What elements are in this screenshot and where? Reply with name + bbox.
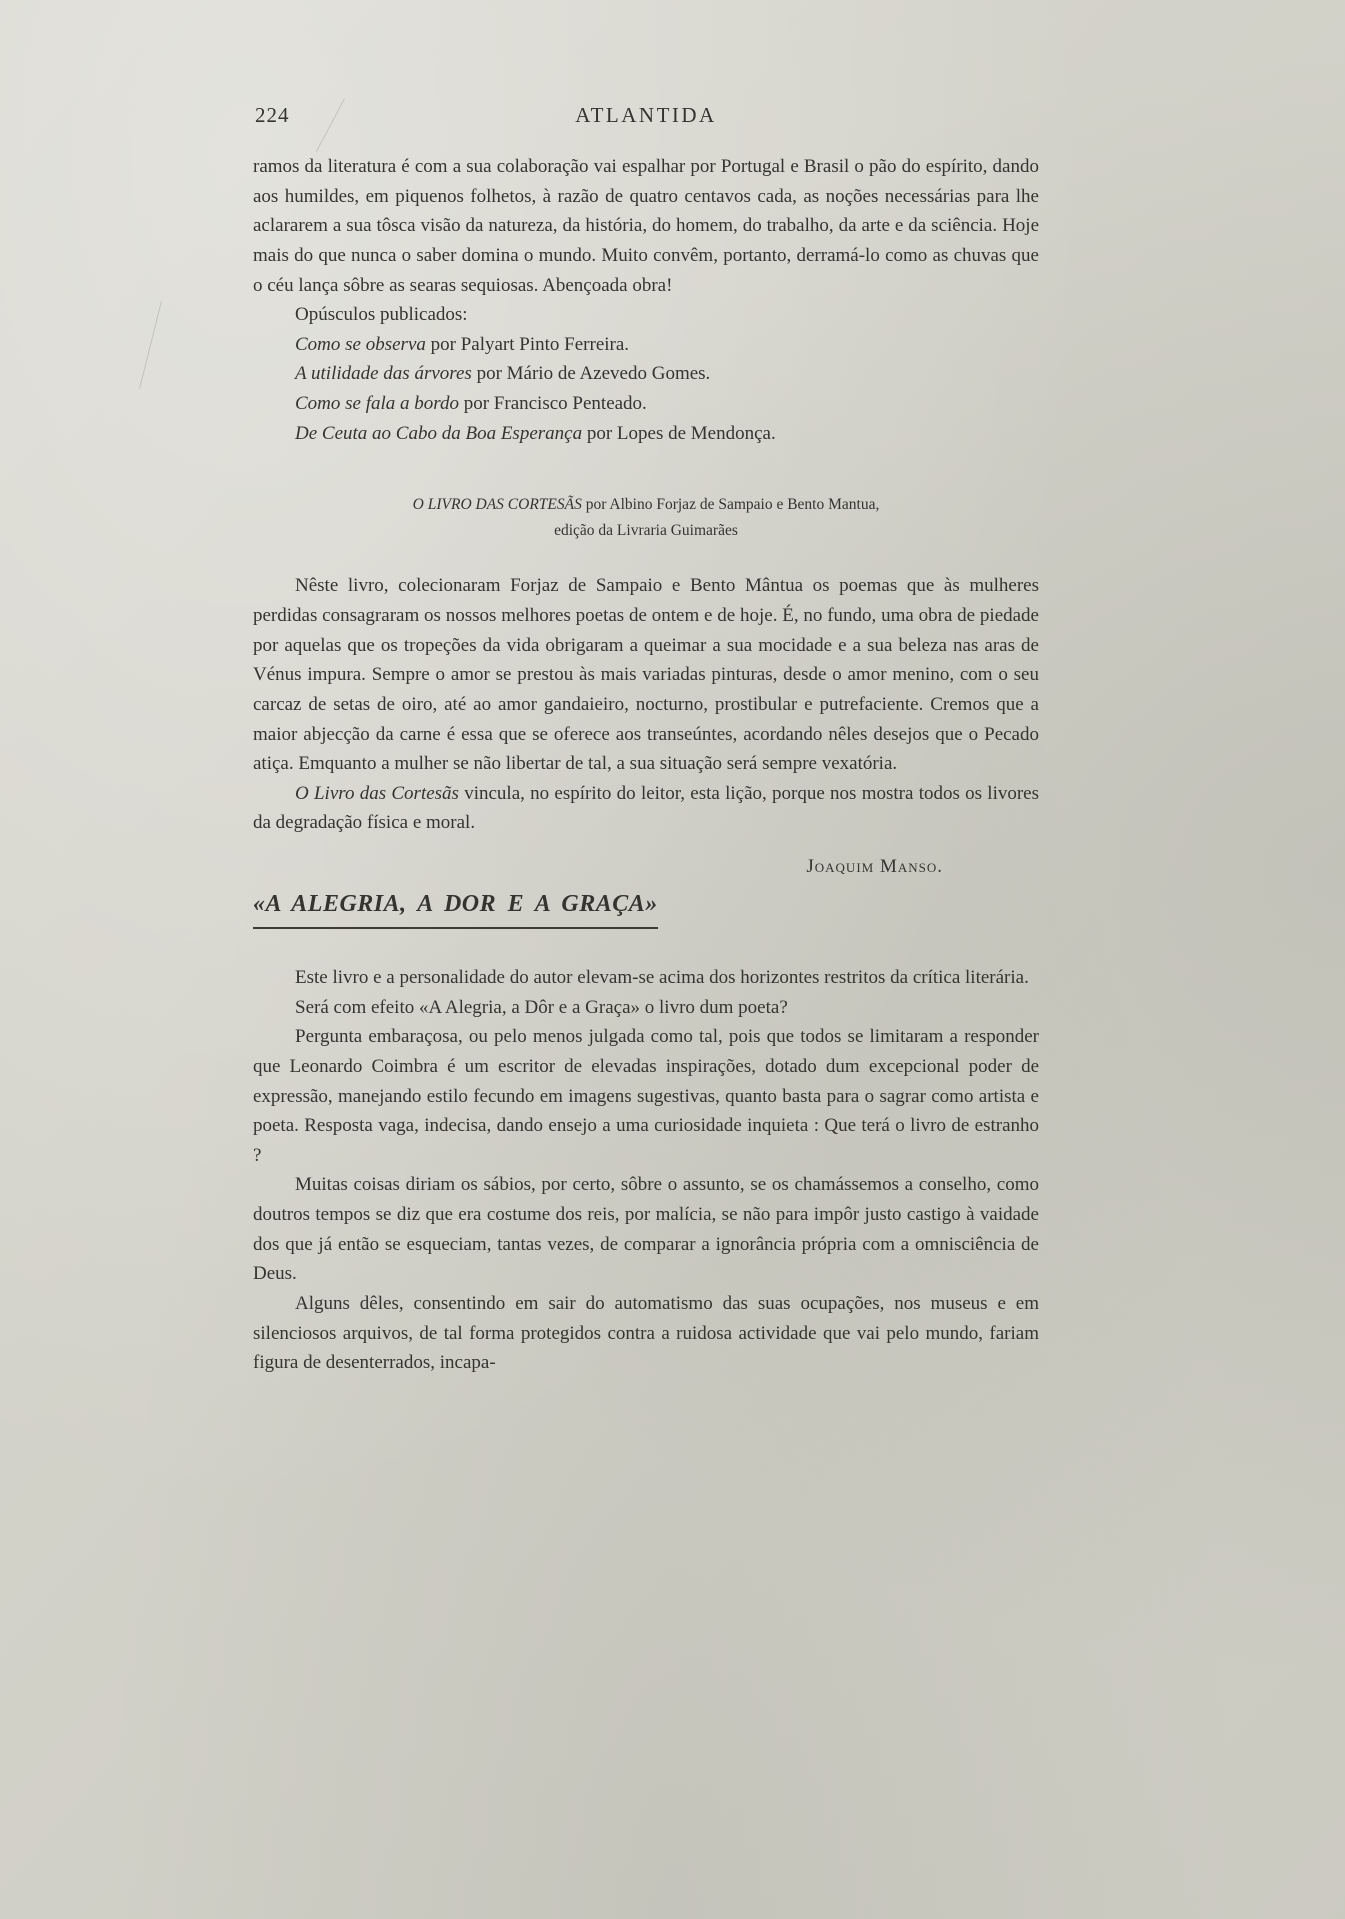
page-header	[253, 103, 1039, 128]
essay-paragraph: Será com efeito «A Alegria, a Dôr e a Graça» o livro dum poeta?	[295, 996, 788, 1018]
essay-paragraph: Este livro e a personalidade do autor elevam-se acima dos horizontes restritos da crítica literária.	[295, 967, 1029, 989]
scan-scratch-artifact	[139, 301, 162, 389]
review-heading-line1	[316, 492, 976, 518]
essay-paragraph: Alguns dêles, consentindo em sair do automatismo das suas ocupações, nos museus e em silenciosos arquivos, de tal forma protegidos contra a ruidosa actividade que vai pelo mundo, fariam figura de desenterrados, incapa-	[253, 1292, 1039, 1374]
continuation-paragraph: ramos da literatura é com a sua colaboração vai espalhar por Portugal e Brasil o pão do espírito, dando aos humildes, em piquenos folhetos, à razão de quatro centavos cada, as noções necessárias para lhe aclararem a sua tôsca visão da natureza, da história, do homem, do trabalho, da arte e da sciência. Hoje mais do que nunca o saber domina o mundo. Muito convêm, portanto, derramá-lo como as chuvas que o céu lança sôbre as searas sequiosas. Abençoada obra!	[253, 156, 1039, 296]
reviewed-book-title: O LIVRO DAS CORTESÃS	[412, 496, 582, 514]
book-list-item	[295, 419, 1039, 449]
inline-book-title: O Livro das Cortesãs	[295, 782, 459, 804]
review-heading	[316, 492, 976, 543]
book-byline: por Mário de Azevedo Gomes.	[471, 363, 711, 385]
book-list-item	[295, 330, 1039, 360]
author-signature: Joaquim Manso.	[806, 856, 943, 877]
review-paragraph	[253, 779, 1039, 838]
reviewed-book-authors: por Albino Forjaz de Sampaio e Bento Mantua,	[581, 496, 880, 514]
page-number: 224	[255, 103, 290, 127]
book-byline: por Palyart Pinto Ferreira.	[425, 333, 630, 355]
book-list-item	[295, 389, 1039, 419]
book-title: Como se observa	[295, 333, 426, 355]
book-list-item	[295, 359, 1039, 389]
section-heading-text: «A ALEGRIA, A DOR E A GRAÇA»	[253, 886, 658, 929]
book-byline: por Lopes de Mendonça.	[582, 422, 776, 444]
book-title: A utilidade das árvores	[295, 363, 472, 385]
review-paragraph-text: vincula, no espírito do leitor, esta lição, porque nos mostra todos os livores da degradação física e moral.	[253, 782, 1040, 834]
book-title: Como se fala a bordo	[295, 393, 459, 414]
section-heading	[253, 886, 1039, 929]
page-text-block	[253, 152, 1039, 1378]
review-heading-line2: edição da Livraria Guimarães	[554, 521, 738, 539]
journal-title: ATLANTIDA	[575, 103, 717, 127]
essay-paragraph: Muitas coisas diriam os sábios, por certo, sôbre o assunto, se os chamássemos a conselho, como doutros tempos se diz que era costume dos reis, por malícia, se não para impôr justo castigo à vaidade dos que já então se esqueciam, tantas vezes, de comparar a ignorância própria com a omnisciência de Deus.	[253, 1174, 1039, 1285]
essay-paragraph: Pergunta embaraçosa, ou pelo menos julgada como tal, pois que todos se limitaram a responder que Leonardo Coimbra é um escritor de elevadas inspirações, dotado dum excepcional poder de expressão, manejando estilo fecundo em imagens sugestivas, quanto basta para o sagrar como artista e poeta. Resposta vaga, indecisa, dando ensejo a uma curiosidade inquieta : Que terá o livro de estranho ?	[253, 1026, 1039, 1166]
review-paragraph: Nêste livro, colecionaram Forjaz de Sampaio e Bento Mântua os poemas que às mulheres perdidas consagraram os nossos melhores poetas de ontem e de hoje. É, no fundo, uma obra de piedade por aquelas que os tropeções da vida obrigaram a queimar a sua mocidade e a sua beleza nas aras de Vénus impura. Sempre o amor se prestou às mais variadas pinturas, desde o amor menino, com o seu carcaz de setas de oiro, até ao amor gandaieiro, nocturno, prostibular e putrefaciente. Cremos que a maior abjecção da carne é essa que se oferece aos transeúntes, acordando nêles desejos que o Pecado atiça. Emquanto a mulher se não libertar de tal, a sua situação será sempre vexatória.	[253, 575, 1039, 775]
book-title: De Ceuta ao Cabo da Boa Esperança	[295, 422, 583, 444]
book-byline: por Francisco Penteado.	[458, 393, 647, 414]
opusculos-label: Opúsculos publicados:	[295, 304, 468, 326]
